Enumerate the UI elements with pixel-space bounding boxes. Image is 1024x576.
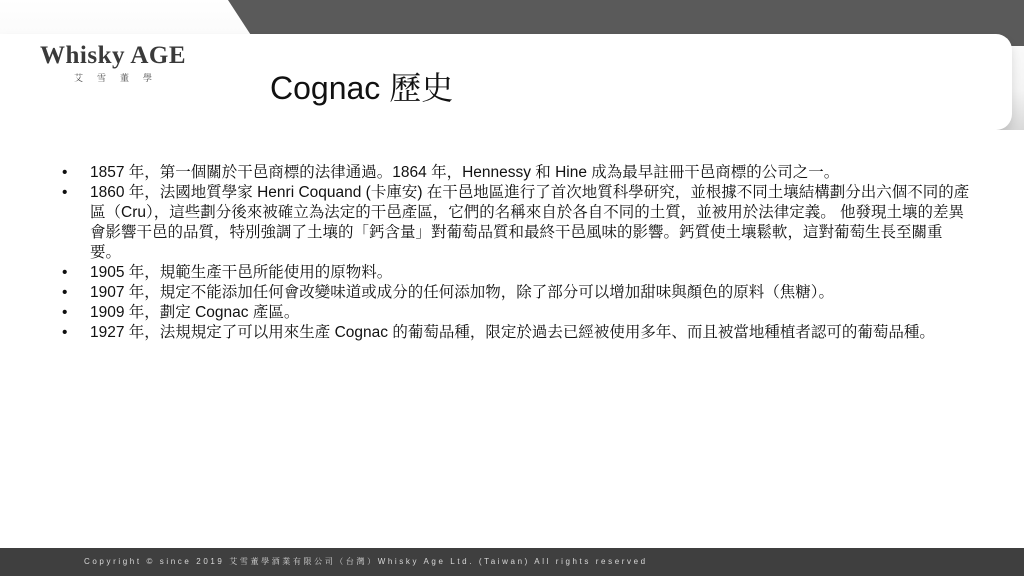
logo-subtitle: 艾雪董學 <box>74 73 167 83</box>
copyright-text: Copyright © since 2019 艾雪董學酒業有限公司（台灣）Whisky Age Ltd. (Taiwan) All rights reserved <box>84 557 648 566</box>
logo <box>40 42 210 84</box>
bullet-item: • 1857 年，第一個關於干邑商標的法律通過。1864 年，Hennessy 和 Hine 成為最早註冊干邑商標的公司之一。 <box>62 163 972 183</box>
bullet-item: • 1909 年，劃定 Cognac 產區。 <box>62 303 972 323</box>
bullet-item: • 1905 年，規範生產干邑所能使用的原物料。 <box>62 263 972 283</box>
page-title: Cognac 歷史 <box>270 70 454 106</box>
bullet-item: • 1860 年，法國地質學家 Henri Coquand (卡庫安) 在干邑地區進行了首次地質科學研究，並根據不同土壤結構劃分出六個不同的產區（Cru），這些劃分後來被確立為法定的干邑產區，它們的名稱來自於各自不同的土質，並被用於法律定義。 他發現土壤的差異會影響干邑的品質，特別強調了土壤的「鈣含量」對葡萄品質和最終干邑風味的影響。鈣質使土壤鬆軟，這對葡萄生長至關重要。 <box>62 183 972 263</box>
bullet-item: • 1907 年，規定不能添加任何會改變味道或成分的任何添加物，除了部分可以增加甜味與顏色的原料（焦糖）。 <box>62 283 972 303</box>
footer-bar <box>0 548 1024 576</box>
logo-wordmark: Whisky AGE <box>40 42 187 69</box>
bullet-list <box>62 163 972 343</box>
bullet-item: • 1927 年，法規規定了可以用來生產 Cognac 的葡萄品種，限定於過去已經被使用多年、而且被當地種植者認可的葡萄品種。 <box>62 323 972 343</box>
